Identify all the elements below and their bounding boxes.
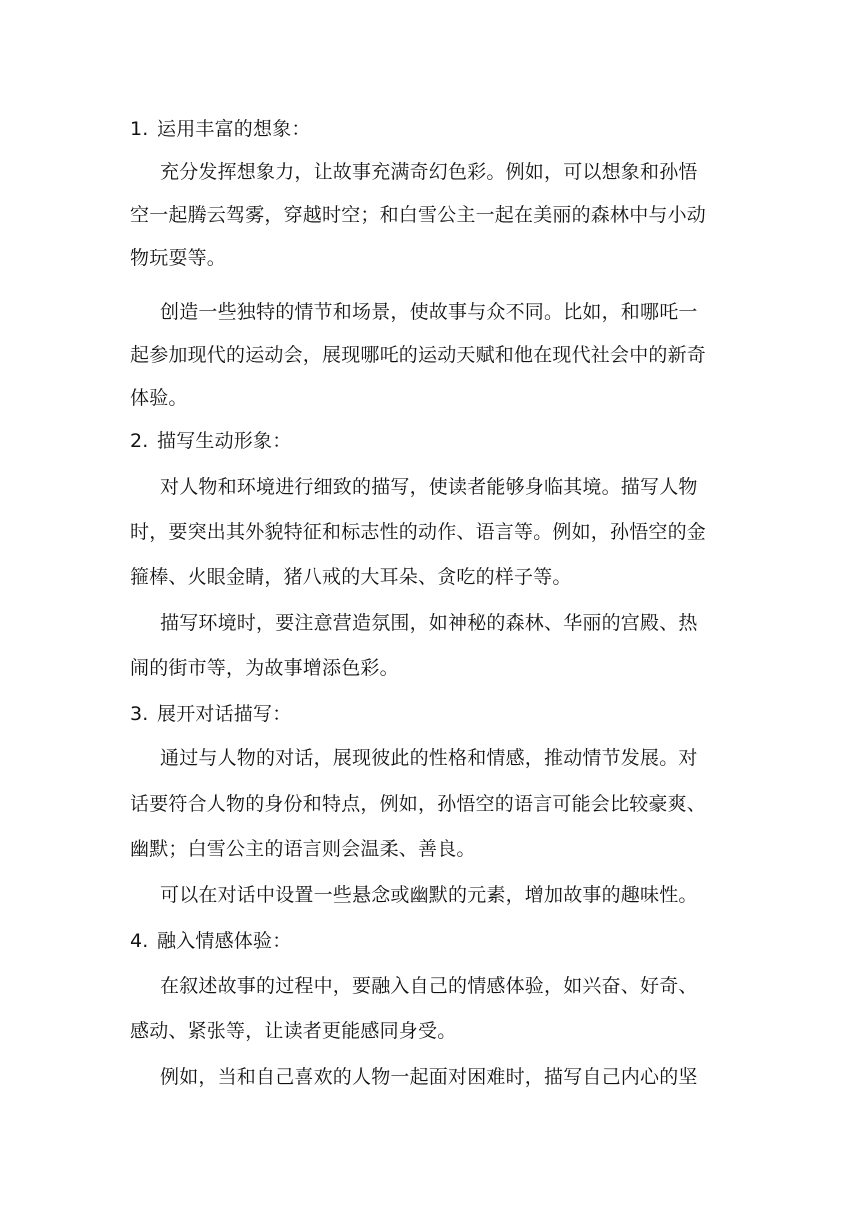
paragraph-line: 对人物和环境进行细致的描写，使读者能够身临其境。描写人物: [160, 476, 698, 498]
paragraph-line: 体验。: [130, 387, 188, 409]
paragraph-line: 充分发挥想象力，让故事充满奇幻色彩。例如，可以想象和孙悟: [160, 161, 698, 183]
section-number: 4.: [130, 930, 149, 952]
paragraph-line: 例如，当和自己喜欢的人物一起面对困难时，描写自己内心的坚: [160, 1066, 698, 1088]
paragraph-line: 可以在对话中设置一些悬念或幽默的元素，增加故事的趣味性。: [160, 884, 698, 906]
paragraph-line: 空一起腾云驾雾，穿越时空；和白雪公主一起在美丽的森林中与小动: [130, 204, 707, 226]
section-title: 描写生动形象：: [157, 430, 292, 452]
paragraph-line: 创造一些独特的情节和场景，使故事与众不同。比如，和哪吒一: [160, 301, 698, 323]
section-number: 2.: [130, 430, 149, 452]
paragraph-line: 闹的街市等，为故事增添色彩。: [130, 657, 399, 679]
section-title: 运用丰富的想象：: [157, 118, 311, 140]
paragraph-line: 起参加现代的运动会，展现哪吒的运动天赋和他在现代社会中的新奇: [130, 344, 707, 366]
section-number: 3.: [130, 703, 149, 725]
section-number: 1.: [130, 118, 149, 140]
paragraph-line: 描写环境时，要注意营造氛围，如神秘的森林、华丽的宫殿、热: [160, 612, 698, 634]
paragraph-line: 时，要突出其外貌特征和标志性的动作、语言等。例如，孙悟空的金: [130, 521, 707, 543]
paragraph-line: 在叙述故事的过程中，要融入自己的情感体验，如兴奋、好奇、: [160, 975, 698, 997]
paragraph-line: 幽默；白雪公主的语言则会温柔、善良。: [130, 838, 476, 860]
paragraph-line: 感动、紧张等，让读者更能感同身受。: [130, 1020, 457, 1042]
paragraph-line: 箍棒、火眼金睛，猪八戒的大耳朵、贪吃的样子等。: [130, 566, 572, 588]
paragraph-line: 通过与人物的对话，展现彼此的性格和情感，推动情节发展。对: [160, 747, 698, 769]
paragraph-line: 物玩耍等。: [130, 247, 227, 269]
section-title: 展开对话描写：: [157, 703, 292, 725]
section-title: 融入情感体验：: [157, 930, 292, 952]
paragraph-line: 话要符合人物的身份和特点，例如，孙悟空的语言可能会比较豪爽、: [130, 793, 707, 815]
